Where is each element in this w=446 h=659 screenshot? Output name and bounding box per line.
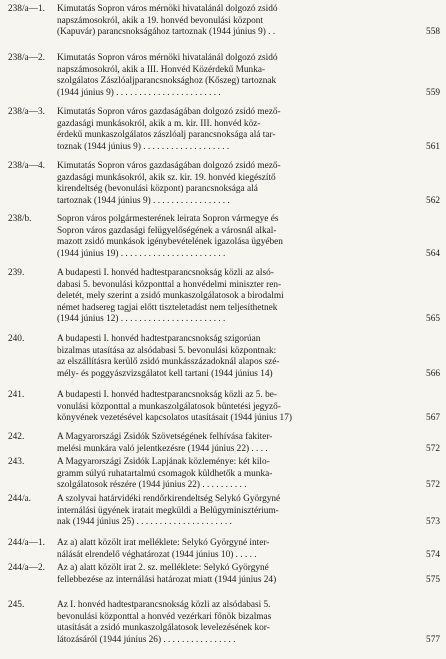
entry-text-line: fellebbezése az internálási határozat miatt (1944 június 24) (57, 574, 277, 585)
entry-page-number: 565 (426, 314, 440, 325)
entry-number: 243. (8, 457, 25, 467)
entry-description (57, 268, 406, 326)
entry-text-line: vonulási központtal a munkaszolgálatosok büntetési jegyző- (57, 401, 281, 412)
entry-text-line: Az a) alatt közölt irat 2. sz. melléklete: Selykó Györgyné (57, 563, 269, 573)
entry-text-line: tartoznak (1944 június 9) . . . . . . . . . . . . . . . . . (57, 195, 230, 206)
entry-text-line: A Magyarországi Zsidók Szövetségének felhívása fakiter- (57, 432, 273, 442)
entry-number: 238/b. (8, 214, 32, 224)
entry-text-line: az elszállításra kerülő zsidó munkásszázadoknál alapos szé- (57, 357, 280, 368)
entry-number: 244/a—1. (8, 538, 45, 548)
entry-text-line: dabasi 5. bevonulási központtal a honvédelmi miniszter ren- (57, 279, 282, 290)
entry-number: 238/a—2. (8, 53, 45, 63)
entry-text-line: A budapesti I. honvéd hadtestparancsnokság közli az alsó- (57, 268, 274, 278)
entry-number: 245. (8, 600, 25, 610)
entry-text-line: érdekű munkaszolgálatos zászlóalj parancsnoksága alá tar- (57, 130, 276, 141)
entry-number: 242. (8, 432, 25, 442)
entry-text-line: kirendeltség (bevonulási központ) parancsnoksága alá (57, 184, 258, 195)
entry-text-line: Sopron város polgármesterének leirata Sopron vármegye és (57, 214, 279, 224)
entry-text-line: Az a) alatt közölt irat melléklete: Selykó Györgyné inter- (57, 538, 270, 548)
entry-text-line: A szolyvai határvidéki rendőrkirendeltség Selykó Györgyné (57, 494, 281, 504)
entry-description (57, 457, 406, 492)
entry-text-line: Az I. honvéd hadtestparancsnokság közli az alsódabasi 5. (57, 600, 271, 610)
entry-text-line: toznak (1944 június 9) . . . . . . . . . . . . . . . . . . . (57, 141, 230, 152)
entry-description (57, 334, 406, 380)
entry-number: 240. (8, 334, 25, 344)
entry-page-number: 575 (426, 574, 440, 585)
entry-page-number: 566 (426, 368, 440, 379)
entry-text-line: internálási ügyének iratait megküldi a Belügyminisztérium- (57, 505, 279, 516)
entry-text-line: Sopron város gazdasági felügyelőségének a városnál alkal- (57, 225, 277, 236)
entry-number: 241. (8, 390, 25, 400)
entry-description (57, 563, 406, 586)
entry-page-number: 572 (426, 480, 440, 491)
entry-text-line: Kimutatás Sopron város mérnöki hivatalánál dolgozó zsidó (57, 53, 278, 63)
entry-text-line: A budapesti I. honvéd hadtestparancsnokság szigorúan (57, 334, 261, 344)
entry-description (57, 600, 406, 646)
entry-number: 244/a. (8, 494, 31, 504)
entry-number: 238/a—3. (8, 107, 45, 117)
entry-text-line: Kimutatás Sopron város mérnöki hivatalánál dolgozó zsidó (57, 4, 278, 14)
entry-page-number: 577 (426, 634, 440, 645)
entry-description (57, 53, 406, 99)
entry-text-line: nak (1944 június 25) . . . . . . . . . . . . . . . . . . . . . (57, 517, 232, 528)
entry-description (57, 214, 406, 260)
entry-text-line: gazdasági munkásokról, akik a m. kir. III. honvéd köz- (57, 118, 261, 129)
entry-text-line: napszámosokról, akik a III. Honvéd Közérdekű Munka- (57, 64, 266, 75)
entry-page-number: 574 (426, 549, 440, 560)
entry-text-line: A budapesti I. honvéd hadtestparancsnokság közli az 5. be- (57, 390, 277, 400)
entry-text-line: A Magyarországi Zsidók Lapjának közleménye: két kilo- (57, 457, 270, 467)
entry-text-line: napszámosokról, akik a 19. honvéd bevonulási központ (57, 15, 264, 26)
entry-page-number: 562 (426, 195, 440, 206)
entry-text-line: Kimutatás Sopron város gazdaságában dolgozó zsidó mező- (57, 107, 281, 117)
entry-text-line: Kimutatás Sopron város gazdaságában dolgozó zsidó mező- (57, 161, 281, 171)
entry-page-number: 564 (426, 248, 440, 259)
entry-text-line: bevonulási központtal a honvéd vezérkari főnök bizalmas (57, 611, 272, 622)
entry-page-number: 573 (426, 517, 440, 528)
entry-description (57, 4, 406, 39)
entry-number: 238/a—4. (8, 161, 45, 171)
entry-text-line: nálását elrendelő véghatározat (1944 június 10) . . . . . (57, 549, 257, 560)
entry-description (57, 538, 406, 561)
entry-page-number: 558 (426, 27, 440, 38)
entry-text-line: német hadsereg tagjai előtt tiszteletadást nem teljesíthetnek (57, 302, 278, 313)
entry-text-line: könyvének vezetésével kapcsolatos utasításait (1944 június 17) (57, 413, 292, 424)
entry-page-number: 559 (426, 87, 440, 98)
entry-description (57, 161, 406, 207)
entry-text-line: deletét, mely szerint a zsidó munkaszolgálatosok a birodalmi (57, 291, 284, 302)
entry-description (57, 494, 406, 529)
entry-page-number: 561 (426, 141, 440, 152)
entry-text-line: mazott zsidó munkások igénybevételének igazolása ügyében (57, 237, 283, 248)
entry-number: 239. (8, 268, 25, 278)
entry-text-line: bizalmas utasítása az alsódabasi 5. bevonulási központnak: (57, 345, 277, 356)
entry-text-line: utasítását a zsidó munkaszolgálatosok levelezésének kor- (57, 623, 270, 634)
entry-text-line: melési munkára való jelentkezésre (1944 június 22) . . . . (57, 443, 268, 454)
entry-description (57, 432, 406, 455)
entry-description (57, 390, 406, 425)
entry-text-line: (1944 június 12) . . . . . . . . . . . . . . . . . . . . . . . (57, 314, 226, 325)
entry-text-line: szolgálatosok részére (1944 június 22) . . . . . . . . . . (57, 480, 247, 491)
entry-text-line: szolgálatos Zászlóaljparancsnoksághoz (Kőszeg) tartoznak (57, 76, 277, 87)
entry-text-line: (1944 június 19) . . . . . . . . . . . . . . . . . . . . . . . (57, 248, 226, 259)
entry-text-line: (1944 június 9) . . . . . . . . . . . . . . . . . . . . . . . (57, 87, 221, 98)
entry-number: 244/a—2. (8, 563, 45, 573)
entry-text-line: gramm súlyú ruhatartalmú csomagok küldhetők a munka- (57, 468, 273, 479)
entry-text-line: látozásáról (1944 június 26) . . . . . . . . . . . . . . . . (57, 634, 236, 645)
entry-description (57, 107, 406, 153)
entry-page-number: 572 (426, 443, 440, 454)
entry-text-line: mély- és poggyászvizsgálatot kell tartani (1944 június 14) (57, 368, 273, 379)
entry-number: 238/a—1. (8, 4, 45, 14)
entry-text-line: (Kapuvár) parancsnokságához tartoznak (1944 június 9) . . (57, 27, 276, 38)
entry-page-number: 567 (426, 413, 440, 424)
entry-text-line: gazdasági munkásokról, akik sz. kir. 19. honvéd kiegészítő (57, 172, 276, 183)
